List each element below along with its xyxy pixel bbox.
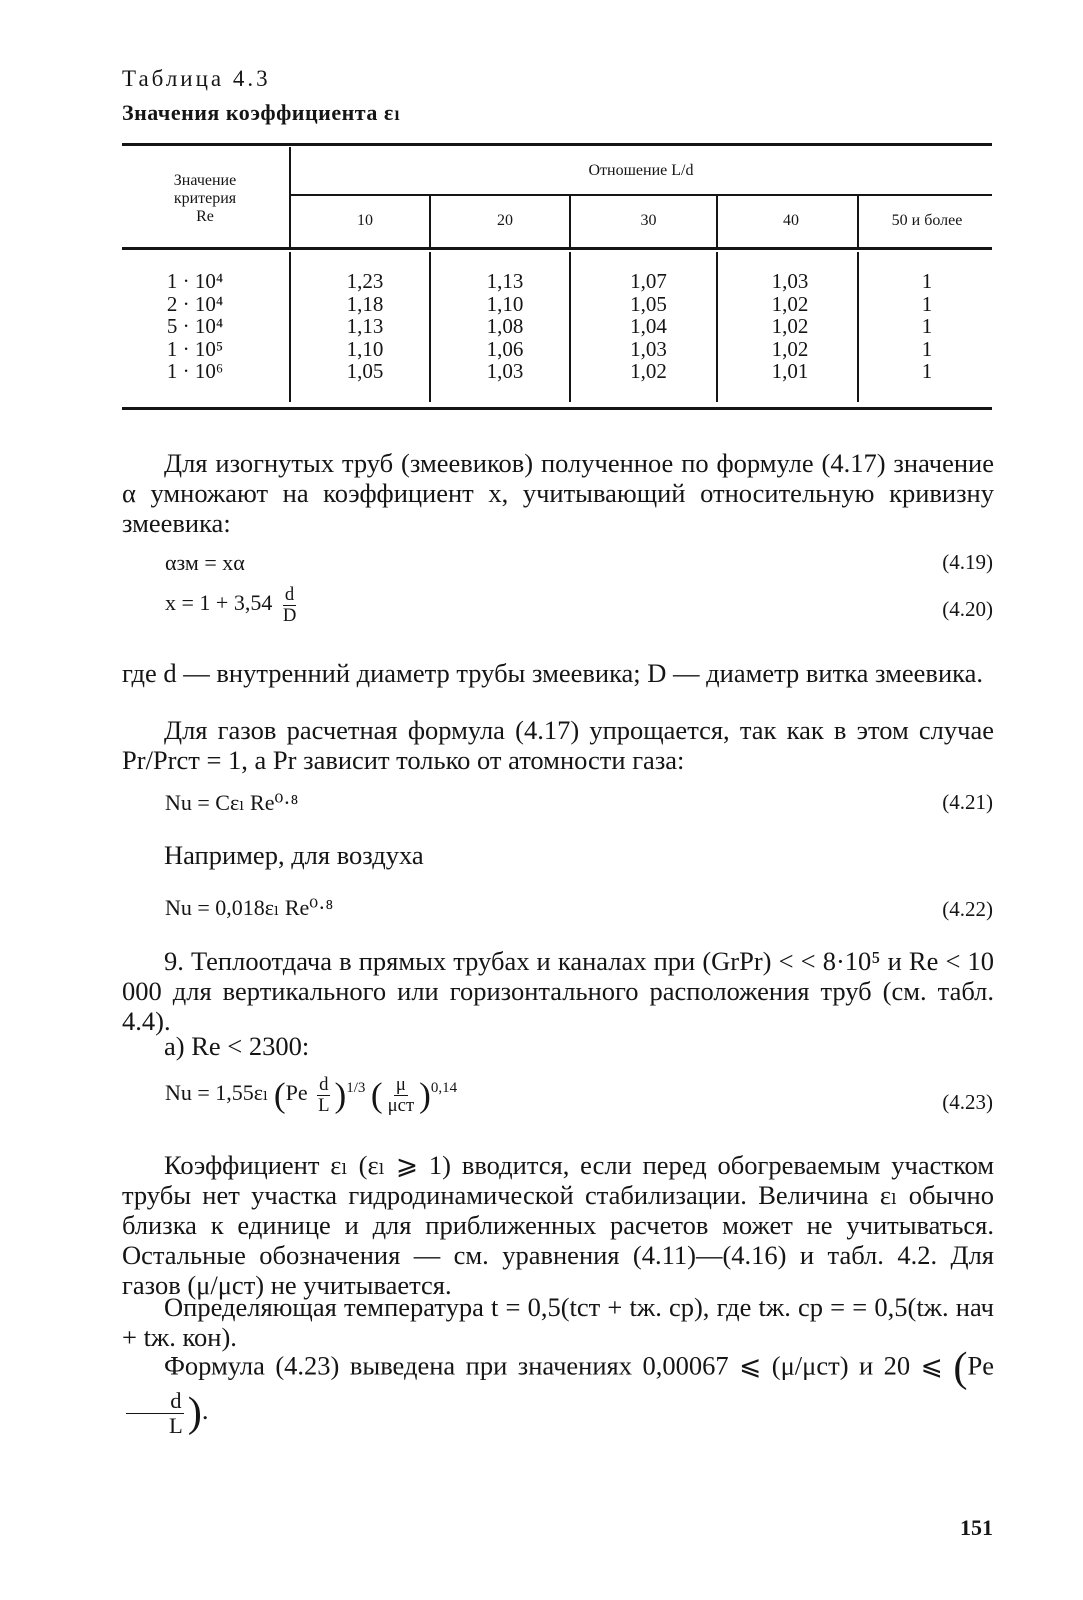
paren-open-3: ( [953, 1344, 968, 1391]
equation-number-4-22: (4.22) [942, 897, 993, 921]
table-title: Значения коэффициента εₗ [122, 100, 401, 125]
paragraph-coils: Для изогнутых труб (змеевиков) полученное по формуле (4.17) значение α умножают на коэффициент x, учитывающий относительную кривизну змеевика: [122, 448, 994, 538]
equation-4-23-lead: Nu = 1,55εₗ [165, 1080, 269, 1106]
paren-close-3: ) [187, 1389, 202, 1437]
paren-close-2: ) [419, 1075, 431, 1115]
fraction-denominator: D [282, 604, 297, 626]
col-header-30: 30 [640, 212, 657, 229]
paragraph-section-9: 9. Теплоотдача в прямых трубах и каналах при (GrPr) < < 8·10⁵ и Re < 10 000 для вертикального или горизонтального расположения труб (см. табл. 4.4). [122, 946, 994, 1036]
paragraph-gases: Для газов расчетная формула (4.17) упрощается, так как в этом случае Pr/Prст = 1, а Pr зависит только от атомности газа: [122, 715, 994, 775]
pe-term: Pe [285, 1080, 308, 1106]
fraction-mu-over-muct [386, 1075, 416, 1115]
table-label: Таблица 4.3 [122, 66, 271, 91]
table-bottom-rule [122, 407, 992, 410]
fraction-d-over-L-2 [125, 1389, 185, 1437]
paren-close: ) [334, 1075, 347, 1115]
col-header-50: 50 и более [891, 212, 963, 229]
values-column-30: 1,07 1,05 1,04 1,03 1,02 [630, 269, 667, 383]
table-vline-0b [289, 252, 291, 402]
fraction-numerator: μ [395, 1074, 406, 1095]
equation-number-4-23: (4.23) [942, 1090, 993, 1114]
paragraph-temperature: Определяющая температура t = 0,5(tст + tж. ср), где tж. ср = = 0,5(tж. нач + tж. кон). [122, 1292, 994, 1352]
values-column-40: 1,03 1,02 1,02 1,02 1,01 [771, 269, 809, 383]
table-subheader-rule [290, 194, 992, 196]
values-column-20: 1,13 1,10 1,08 1,06 1,03 [486, 269, 524, 383]
equation-4-20-left: x = 1 + 3,54 [165, 590, 273, 616]
paragraph-coefficient: Коэффициент εₗ (εₗ ⩾ 1) вводится, если перед обогреваемым участком трубы нет участка гидродинамической стабилизации. Величина εₗ обычно близка к единице и для приближенных расчетов может не учитываться. Остальные обозначения — см. уравнения (4.11)—(4.16) и табл. 4.2. Для газов (μ/μст) не учитывается. [122, 1150, 994, 1300]
table-top-rule [122, 143, 992, 146]
fraction-denominator: L [169, 1413, 183, 1439]
fraction-d-over-L [316, 1075, 331, 1115]
col-header-40: 40 [783, 212, 799, 229]
fraction-numerator: d [284, 584, 295, 605]
equation-number-4-19: (4.19) [942, 550, 993, 574]
col-header-10: 10 [357, 212, 373, 229]
equation-4-21: Nu = Cεₗ Re⁰·⁸ [165, 790, 299, 815]
fraction-denominator: μст [387, 1094, 415, 1116]
col-header-20: 20 [497, 212, 513, 229]
equation-4-19: αзм = xα [165, 550, 245, 575]
equation-number-4-20: (4.20) [942, 597, 993, 621]
paragraph-formula-range [122, 1344, 994, 1439]
fraction-d-over-D [281, 585, 299, 625]
paren-open-2: ( [370, 1075, 383, 1115]
exponent-014: 0,14 [430, 1079, 458, 1096]
row-header: Значение критерия Re [173, 172, 237, 225]
group-header: Отношение L/d [588, 162, 694, 179]
formula-range-text: Формула (4.23) выведена при значениях 0,00067 ⩽ (μ/μст) и 20 ⩽ [164, 1350, 943, 1381]
sentence-end: . [201, 1395, 209, 1426]
paragraph-air: Например, для воздуха [164, 840, 424, 870]
equation-number-4-21: (4.21) [942, 790, 993, 814]
paragraph-case-a: а) Re < 2300: [164, 1031, 310, 1061]
pe-term-2: Pe [967, 1350, 994, 1381]
table-header-rule [122, 247, 992, 250]
exponent-one-third: 1/3 [346, 1079, 366, 1096]
fraction-numerator: d [126, 1389, 183, 1414]
paren-open: ( [273, 1075, 286, 1115]
equation-4-20 [165, 585, 301, 625]
values-column-50: 1 1 1 1 1 [921, 269, 933, 383]
re-values-column: 1 · 10⁴ 2 · 10⁴ 5 · 10⁴ 1 · 10⁵ 1 · 10⁶ [166, 269, 224, 383]
values-column-10: 1,23 1,18 1,13 1,10 1,05 [346, 269, 384, 383]
fraction-numerator: d [319, 1074, 329, 1095]
fraction-denominator: L [318, 1094, 330, 1116]
equation-4-23 [165, 1075, 457, 1115]
equation-4-22: Nu = 0,018εₗ Re⁰·⁸ [165, 895, 334, 920]
paragraph-where: где d — внутренний диаметр трубы змеевика; D — диаметр витка змеевика. [122, 658, 983, 688]
page-number: 151 [960, 1515, 993, 1540]
